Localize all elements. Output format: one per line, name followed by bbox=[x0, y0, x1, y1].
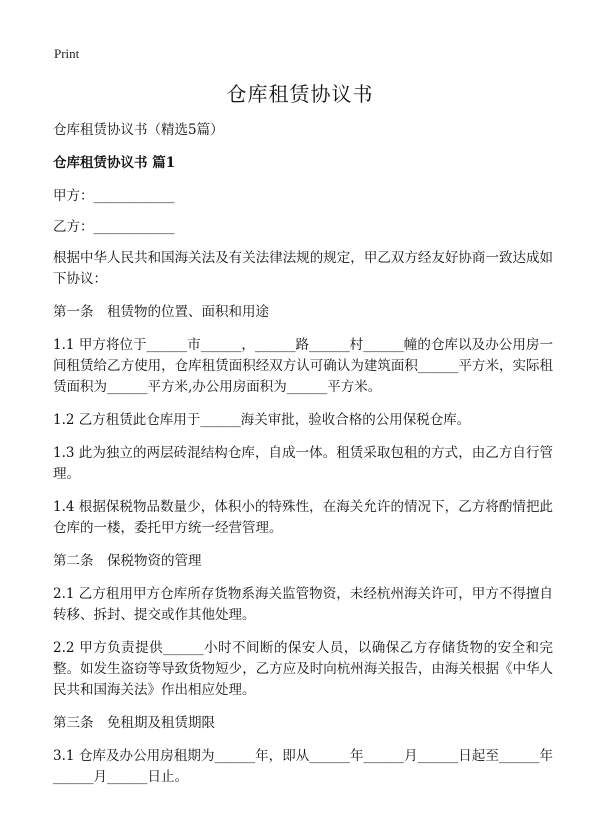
section-heading: 仓库租赁协议书 篇1 bbox=[53, 155, 176, 171]
article-1-title: 第一条 租赁物的位置、面积和用途 bbox=[53, 304, 269, 320]
clause-1-4: 1.4 根据保税物品数量少，体积小的特殊性，在海关允许的情况下，乙方将酌情把此仓库的一楼，委托甲方统一经营管理。 bbox=[53, 499, 553, 536]
clause-2-1: 2.1 乙方租用甲方仓库所存货物系海关监管物资，未经杭州海关许可，甲方不得擅自转移、拆封、提交或作其他处理。 bbox=[53, 586, 553, 623]
print-label[interactable]: Print bbox=[54, 46, 80, 61]
clause-1-3: 1.3 此为独立的两层砖混结构仓库，自成一体。租赁采取包租的方式，由乙方自行管理。 bbox=[53, 445, 553, 482]
clause-2-2: 2.2 甲方负责提供______小时不间断的保安人员，以确保乙方存储货物的安全和完整。如发生盗窃等导致货物短少，乙方应及时向杭州海关报告，由海关根据《中华人民共和国海关法》作出相应处理。 bbox=[53, 640, 553, 698]
document-title: 仓库租赁协议书 bbox=[226, 82, 374, 106]
document-subtitle: 仓库租赁协议书（精选5篇） bbox=[53, 122, 224, 138]
clause-1-2: 1.2 乙方租赁此仓库用于______海关审批，验收合格的公用保税仓库。 bbox=[53, 412, 471, 428]
article-3-title: 第三条 免租期及租赁期限 bbox=[53, 715, 215, 731]
clause-3-1: 3.1 仓库及办公用房租期为______年，即从______年______月______日起至______年______月______日止。 bbox=[53, 748, 553, 785]
party-b-field: 乙方：____________ bbox=[53, 219, 175, 235]
intro-paragraph: 根据中华人民共和国海关法及有关法律法规的规定，甲乙双方经友好协商一致达成如下协议： bbox=[53, 250, 553, 287]
article-2-title: 第二条 保税物资的管理 bbox=[53, 553, 202, 569]
party-a-field: 甲方：____________ bbox=[53, 188, 175, 204]
clause-1-1: 1.1 甲方将位于______市______，______路______村______幢的仓库以及办公用房一间租赁给乙方使用，仓库租赁面积经双方认可确认为建筑面积______平方米，实际租赁面积为______平方米,办公用房面积为______平方米。 bbox=[53, 337, 553, 395]
document-body bbox=[53, 120, 553, 800]
